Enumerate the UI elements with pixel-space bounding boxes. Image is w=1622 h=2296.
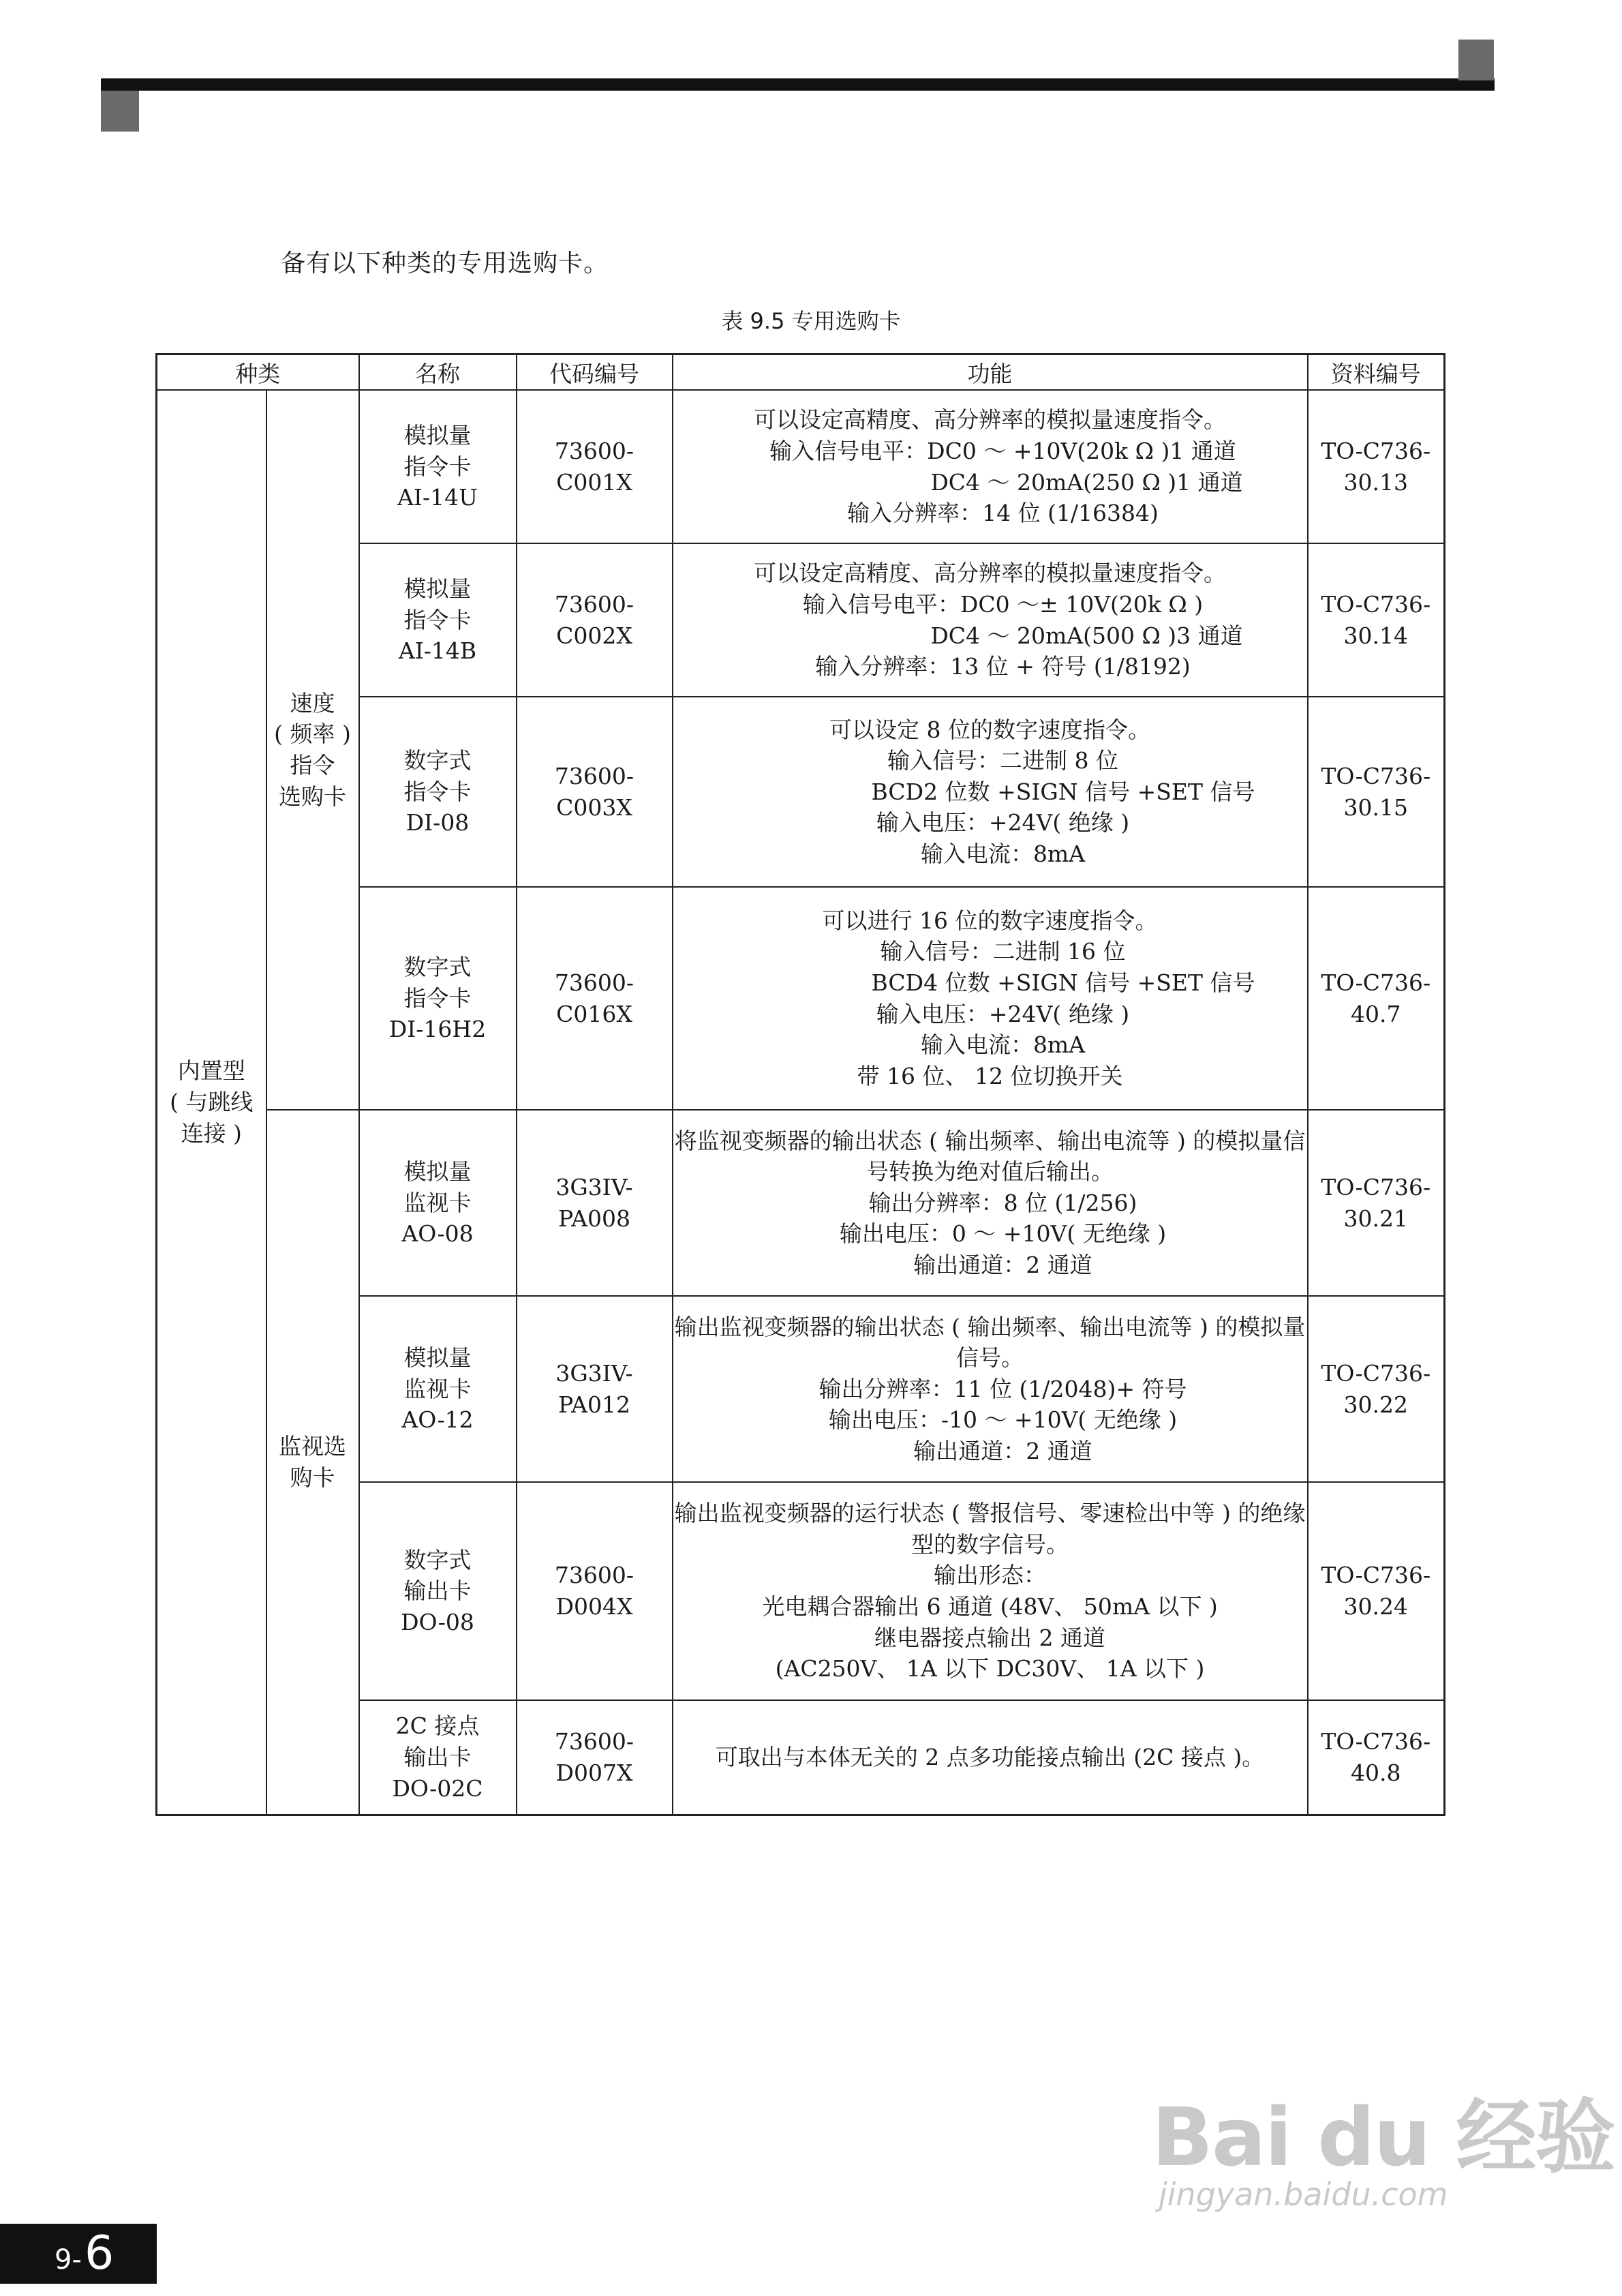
card-doc-number: TO-C736- 30.22: [1308, 1296, 1445, 1482]
page-number: 6: [85, 2226, 114, 2280]
card-code: 73600- D004X: [517, 1482, 673, 1700]
card-doc-number: TO-C736- 30.21: [1308, 1110, 1445, 1296]
header-code: 代码编号: [517, 354, 673, 391]
group-builtin: 内置型 ( 与跳线 连接 ): [157, 390, 266, 1815]
watermark-url: jingyan.baidu.com: [1159, 2176, 1448, 2213]
table-row: [157, 1110, 1445, 1296]
table-header-row: [157, 354, 1445, 391]
card-code: 73600- C003X: [517, 697, 673, 887]
card-name: 2C 接点 输出卡 DO-02C: [359, 1700, 517, 1815]
card-name: 数字式 输出卡 DO-08: [359, 1482, 517, 1700]
header-rule: [101, 78, 1495, 91]
page-number-tab: [0, 2224, 157, 2284]
card-code: 3G3IV- PA008: [517, 1110, 673, 1296]
card-function: 输出监视变频器的输出状态 ( 输出频率、输出电流等 ) 的模拟量信号。 输出分辨率：11 位 (1/2048)+ 符号 输出电压：-10 ～ +10V( 无绝缘 ) 输出通道：2 通道: [673, 1296, 1308, 1482]
group-speed-command: 速度 ( 频率 ) 指令 选购卡: [266, 390, 359, 1110]
card-function: 可取出与本体无关的 2 点多功能接点输出 (2C 接点 )。: [673, 1700, 1308, 1815]
table-caption: 表 9.5 专用选购卡: [721, 308, 901, 334]
card-doc-number: TO-C736- 40.8: [1308, 1700, 1445, 1815]
card-doc-number: TO-C736- 30.13: [1308, 390, 1445, 543]
card-function: 可以进行 16 位的数字速度指令。 输入信号：二进制 16 位 BCD4 位数 +SIGN 信号 +SET 信号 输入电压：+24V( 绝缘 ) 输入电流：8mA 带 16 位、 12 位切换开关: [673, 887, 1308, 1110]
card-name: 模拟量 监视卡 AO-12: [359, 1296, 517, 1482]
card-name: 模拟量 指令卡 AI-14B: [359, 543, 517, 697]
baidu-watermark: [1152, 2072, 1615, 2213]
card-code: 3G3IV- PA012: [517, 1296, 673, 1482]
card-function: 可以设定 8 位的数字速度指令。 输入信号：二进制 8 位 BCD2 位数 +SIGN 信号 +SET 信号 输入电压：+24V( 绝缘 ) 输入电流：8mA: [673, 697, 1308, 887]
card-code: 73600- D007X: [517, 1700, 673, 1815]
card-function: 将监视变频器的输出状态 ( 输出频率、输出电流等 ) 的模拟量信号转换为绝对值后输出。 输出分辨率：8 位 (1/256) 输出电压：0 ～ +10V( 无绝缘 ) 输出通道：2 通道: [673, 1110, 1308, 1296]
card-doc-number: TO-C736- 30.24: [1308, 1482, 1445, 1700]
header-doc: 资料编号: [1308, 354, 1445, 391]
header-marker-right: [1458, 40, 1494, 80]
intro-text: 备有以下种类的专用选购卡。: [281, 250, 609, 277]
chapter-number: 9-: [55, 2244, 82, 2276]
option-card-table: [155, 353, 1445, 1816]
card-function: 可以设定高精度、高分辨率的模拟量速度指令。 输入信号电平：DC0 ～± 10V(20k Ω ) DC4 ～ 20mA(500 Ω )3 通道 输入分辨率：13 位 + 符号 (1/8192): [673, 543, 1308, 697]
card-name: 模拟量 指令卡 AI-14U: [359, 390, 517, 543]
header-marker-left: [101, 91, 139, 132]
header-function: 功能: [673, 354, 1308, 391]
card-code: 73600- C002X: [517, 543, 673, 697]
card-name: 数字式 指令卡 DI-08: [359, 697, 517, 887]
card-name: 数字式 指令卡 DI-16H2: [359, 887, 517, 1110]
card-code: 73600- C001X: [517, 390, 673, 543]
card-name: 模拟量 监视卡 AO-08: [359, 1110, 517, 1296]
group-monitor: 监视选 购卡: [266, 1110, 359, 1815]
header-name: 名称: [359, 354, 517, 391]
card-doc-number: TO-C736- 40.7: [1308, 887, 1445, 1110]
header-kind: 种类: [157, 354, 359, 391]
card-code: 73600- C016X: [517, 887, 673, 1110]
card-doc-number: TO-C736- 30.15: [1308, 697, 1445, 887]
table-row: [157, 390, 1445, 543]
card-function: 可以设定高精度、高分辨率的模拟量速度指令。 输入信号电平：DC0 ～ +10V(20k Ω )1 通道 DC4 ～ 20mA(250 Ω )1 通道 输入分辨率：14 位 (1/16384): [673, 390, 1308, 543]
card-doc-number: TO-C736- 30.14: [1308, 543, 1445, 697]
watermark-brand: Bai du 经验: [1152, 2090, 1615, 2184]
card-function: 输出监视变频器的运行状态 ( 警报信号、零速检出中等 ) 的绝缘型的数字信号。 输出形态： 光电耦合器输出 6 通道 (48V、 50mA 以下 ) 继电器接点输出 2 通道 (AC250V、 1A 以下 DC30V、 1A 以下 ): [673, 1482, 1308, 1700]
